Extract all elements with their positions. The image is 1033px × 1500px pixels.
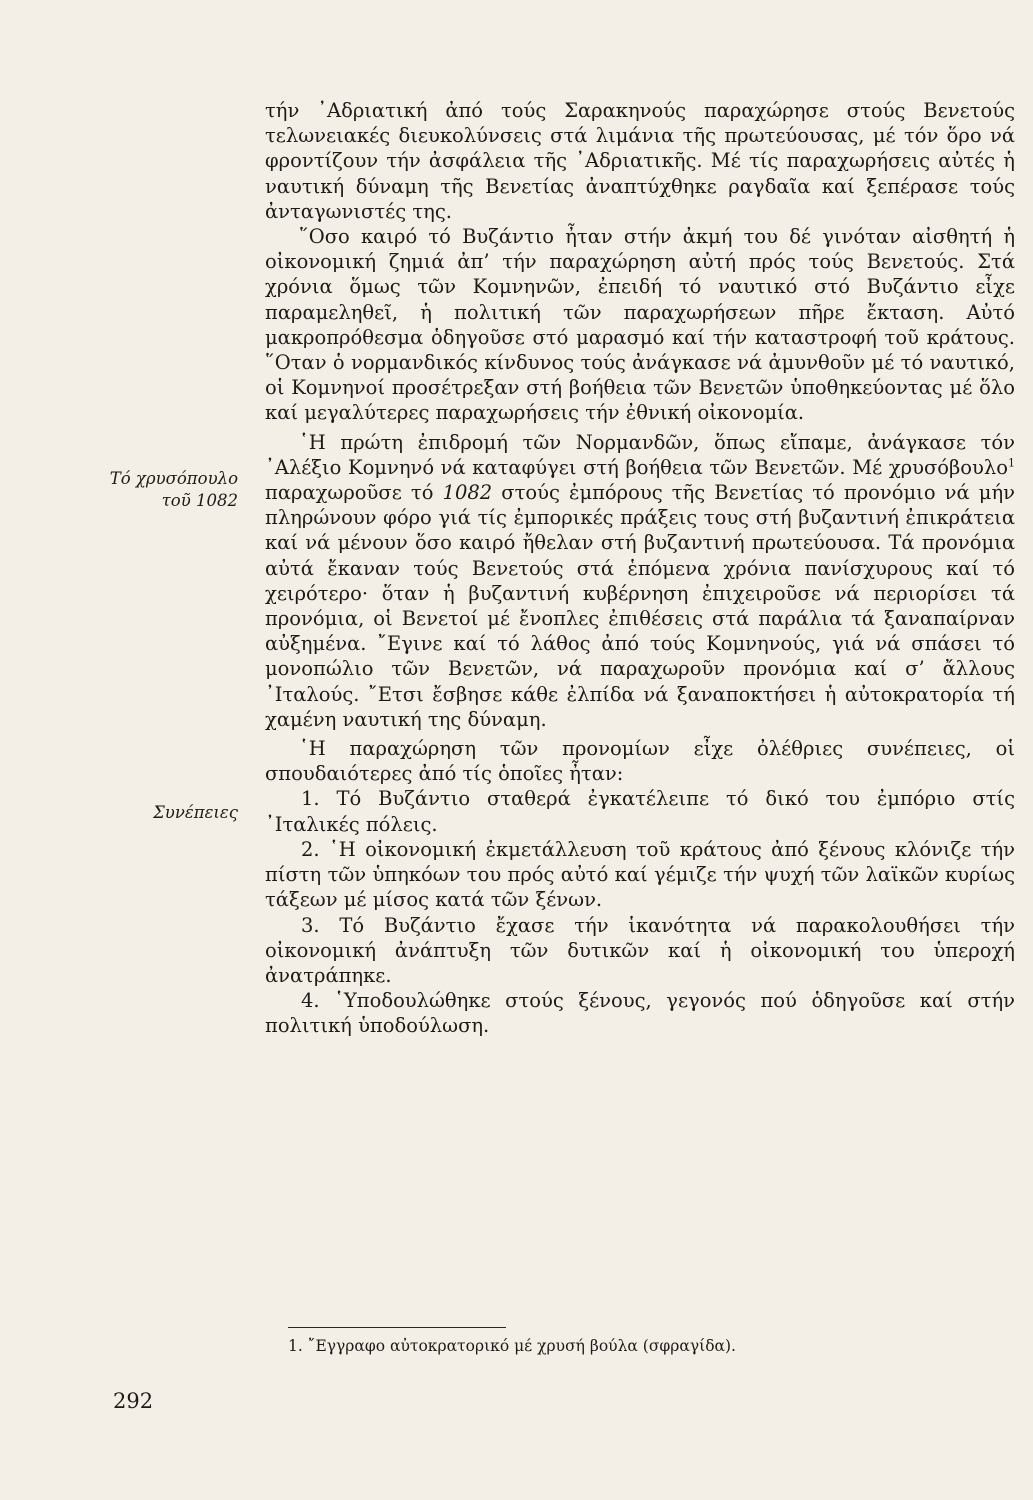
margin-note-consequences: Συνέπειες xyxy=(153,803,238,822)
margin-note-line: Τό χρυσόπουλο xyxy=(109,469,238,488)
page-number: 292 xyxy=(113,1389,154,1413)
list-item: 2. ῾Η οἰκονομική ἐκμετάλλευση τοῦ κράτους ἀπό ξένους κλόνιζε τήν πίστη τῶν ὑπηκόων του πρός αὐτό καί γέμιζε τήν ψυχή τῶν λαϊκῶν κυρίως τάξεων μέ μίσος κατά τῶν ξένων. xyxy=(265,837,1015,912)
margin-note-line: τοῦ 1082 xyxy=(161,491,238,510)
list-item: 3. Τό Βυζάντιο ἔχασε τήν ἱκανότητα νά παρακολουθήσει τήν οἰκονομική ἀνάπτυξη τῶν δυτικῶν καί ἡ οἰκονομική του ὑπεροχή ἀνατράπηκε. xyxy=(265,913,1015,987)
paragraph-komnenoi-policy: ῞Οσο καιρό τό Βυζάντιο ἦταν στήν ἀκμή του δέ γινόταν αἰσθητή ἡ οἰκονομική ζημιά ἀπ’ τήν παραχώρηση αὐτή πρός τούς Βενετούς. Στά χρόνια ὅμως τῶν Κομνηνῶν, ἐπειδή τό ναυτικό στό Βυζάντιο εἶχε παραμεληθεῖ, ἡ πολιτική τῶν παραχωρήσεων πῆρε ἔκταση. Αὐτό μακροπρόθεσμα ὁδηγοῦσε στό μαρασμό καί τήν καταστροφή τοῦ κράτους. ῞Οταν ὁ νορμανδικός κίνδυνος τούς ἀνάγκασε νά ἀμυνθοῦν μέ τό ναυτικό, οἱ Κομνηνοί προσέτρεξαν στή βοήθεια τῶν Βενετῶν ὑποθηκεύοντας μέ ὅλο καί μεγαλύτερες παραχωρήσεις τήν ἐθνική οἰκονομία. xyxy=(265,225,1015,425)
paragraph-chrysobull-1082 xyxy=(265,430,1015,732)
footnote-divider xyxy=(288,1327,506,1328)
list-item: 1. Τό Βυζάντιο σταθερά ἐγκατέλειπε τό δικό του ἐμπόριο στίς ᾿Ιταλικές πόλεις. xyxy=(265,787,1015,836)
chrysobull-text-b: παραχωροῦσε τό xyxy=(265,481,443,505)
paragraph-consequences-intro: ῾Η παραχώρηση τῶν προνομίων εἶχε ὀλέθριες συνέπειες, οἱ σπουδαιότερες ἀπό τίς ὁποῖες ἦταν: xyxy=(265,737,1015,786)
footnote: 1. ῎Εγγραφο αὐτοκρατορικό μέ χρυσή βούλα (σφραγίδα). xyxy=(288,1337,736,1355)
chrysobull-text-c: στούς ἐμπόρους τῆς Βενετίας τό προνόμιο νά μήν πληρώνουν φόρο γιά τίς ἐμπορικές πράξεις τους στή βυζαντινή ἐπικράτεια καί νά μένουν ὅσο καιρό ἤθελαν στή βυζαντινή πρωτεύουσα. Τά προνόμια αὐτά ἔκαναν τούς Βενετούς στά ἑπόμενα χρόνια πανίσχυρους καί τό χειρότερο· ὅταν ἡ βυζαντινή κυβέρνηση ἐπιχειροῦσε νά περιορίσει τά προνόμια, οἱ Βενετοί μέ ἔνοπλες ἐπιθέσεις στά παράλια τά ξαναπαίρναν αὐξημένα. ῎Εγινε καί τό λάθος ἀπό τούς Κομνηνούς, γιά νά σπάσει τό μονοπώλιο τῶν Βενετῶν, νά παραχωροῦν προνόμια καί σ’ ἄλλους ᾿Ιταλούς. ῎Ετσι ἔσβησε κάθε ἐλπίδα νά ξαναποκτήσει ἡ αὐτοκρατορία τή χαμένη ναυτική της δύναμη. xyxy=(265,481,1015,731)
paragraph-venetian-privileges: τήν ᾿Αδριατική ἀπό τούς Σαρακηνούς παραχώρησε στούς Βενετούς τελωνειακές διευκολύνσεις στά λιμάνια τῆς πρωτεύουσας, μέ τόν ὅρο νά φροντίζουν τήν ἀσφάλεια τῆς ᾿Αδριατικῆς. Μέ τίς παραχωρήσεις αὐτές ἡ ναυτική δύναμη τῆς Βενετίας ἀναπτύχθηκε ραγδαῖα καί ξεπέρασε τούς ἀνταγωνιστές της. xyxy=(265,99,1015,223)
margin-note-chrysobull xyxy=(98,468,238,512)
year-1082: 1082 xyxy=(442,481,493,505)
footnote-marker: 1 xyxy=(1008,456,1015,470)
chrysobull-text-a: ῾Η πρώτη ἐπιδρομή τῶν Νορμανδῶν, ὅπως εἴπαμε, ἀνάγκασε τόν ᾿Αλέξιο Κομνηνό νά καταφύγει στή βοήθεια τῶν Βενετῶν. Μέ χρυσόβουλο xyxy=(265,430,1015,479)
main-text xyxy=(265,98,1015,1039)
list-item: 4. ῾Υποδουλώθηκε στούς ξένους, γεγονός πού ὁδηγοῦσε καί στήν πολιτική ὑποδούλωση. xyxy=(265,989,1015,1038)
